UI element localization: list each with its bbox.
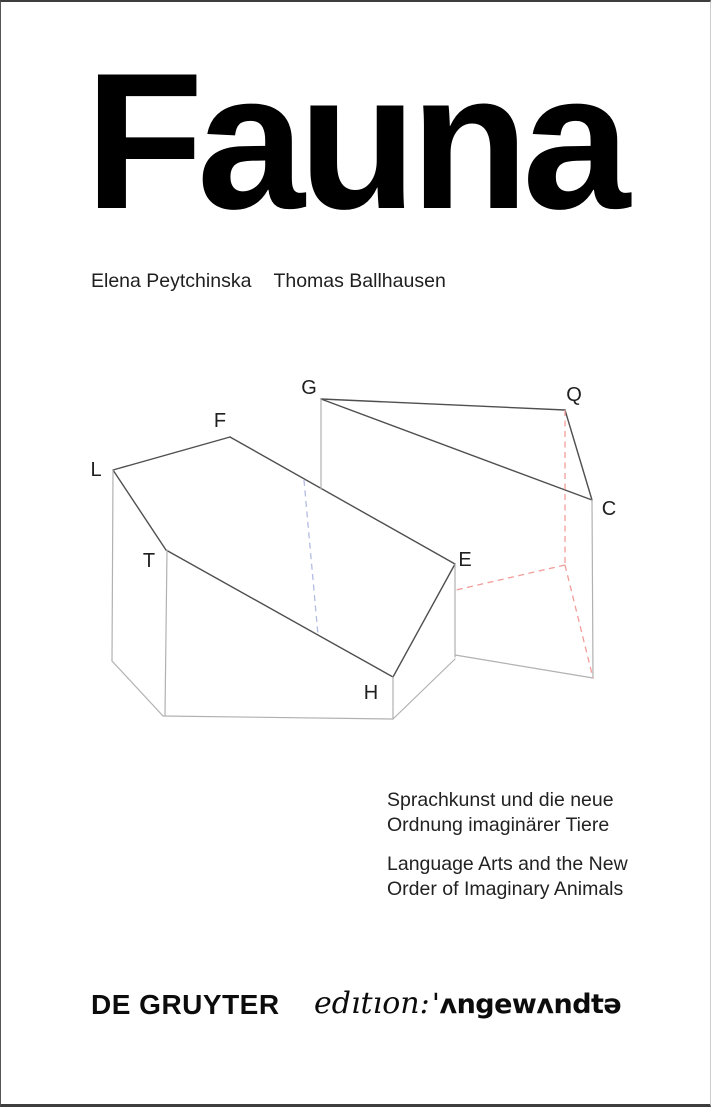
subtitle-german	[387, 788, 628, 838]
subtitle-english	[387, 852, 628, 902]
hidden-edge-red-to-corner	[565, 565, 593, 678]
publisher-logo-de-gruyter: DE GRUYTER	[91, 989, 280, 1020]
edge-g-c	[321, 399, 592, 500]
edge-t-vertical	[165, 550, 167, 715]
edge-t-h	[166, 550, 393, 677]
edge-right-bottom	[455, 655, 593, 678]
subtitle-block	[387, 788, 628, 902]
edge-f-e	[230, 437, 455, 564]
vertex-label-e: E	[458, 549, 472, 571]
book-title: Fauna	[85, 33, 624, 250]
subtitle-en-line-2: Order of Imaginary Animals	[387, 878, 624, 900]
edition-angewandte-logo	[314, 986, 621, 1021]
edition-logo-italic-part: edıtıon:	[314, 986, 430, 1021]
geometric-figure	[1, 2, 711, 762]
vertex-label-f: F	[213, 410, 227, 432]
edge-q-c	[565, 410, 592, 500]
vertex-label-g: G	[301, 377, 317, 399]
author-elena-peytchinska: Elena Peytchinska	[91, 270, 252, 292]
vertex-label-h: H	[363, 682, 379, 704]
vertex-label-t: T	[142, 550, 156, 572]
edition-logo-bold-part: ˈʌngewʌndtə	[431, 989, 622, 1020]
hidden-edge-blue	[304, 480, 318, 635]
edge-l-vertical	[112, 470, 113, 661]
vertex-label-l: L	[90, 459, 102, 481]
edge-l-t	[113, 470, 166, 550]
edge-l-f	[113, 437, 230, 470]
edge-e-h	[393, 564, 455, 677]
author-thomas-ballhausen: Thomas Ballhausen	[273, 270, 446, 292]
subtitle-de-line-1: Sprachkunst und die neue	[387, 789, 614, 811]
edge-bottom-left-slant	[112, 661, 163, 716]
subtitle-de-line-2: Ordnung imaginärer Tiere	[387, 814, 610, 836]
edge-bottom-right-slant	[393, 659, 455, 719]
vertex-label-c: C	[601, 498, 617, 520]
edge-bottom	[163, 716, 393, 719]
edge-c-vertical	[592, 500, 593, 678]
hidden-edge-red-to-e	[456, 565, 565, 590]
vertex-label-q: Q	[566, 384, 582, 406]
edge-g-q	[321, 399, 565, 410]
subtitle-en-line-1: Language Arts and the New	[387, 853, 628, 875]
